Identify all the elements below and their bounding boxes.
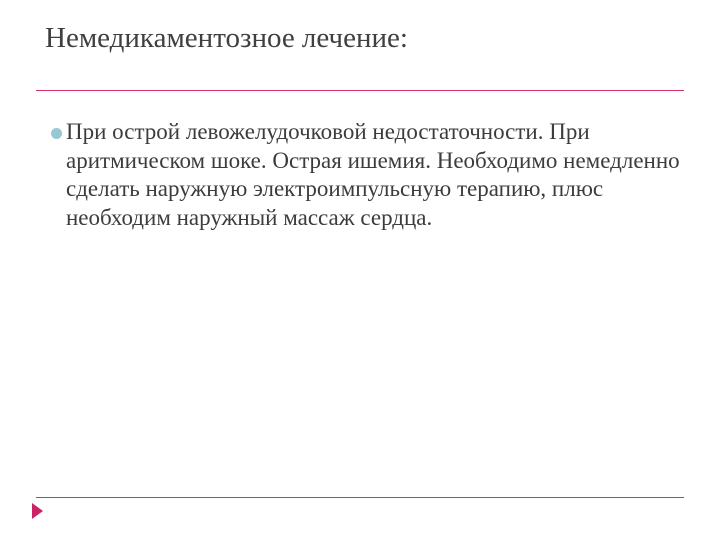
bullet-item: [50, 118, 690, 232]
next-slide-arrow-icon[interactable]: [32, 503, 43, 519]
bullet-dot-icon: [51, 128, 62, 139]
bottom-divider: [36, 497, 684, 498]
bullet-text: При острой левожелудочковой недостаточности. При аритмическом шоке. Острая ишемия. Необходимо немедленно сделать наружную электроимпульсную терапию, плюс необходим наружный массаж сердца.: [66, 119, 680, 230]
slide-title: Немедикаментозное лечение:: [45, 22, 408, 54]
slide-body: [50, 118, 690, 232]
top-divider: [36, 90, 684, 91]
